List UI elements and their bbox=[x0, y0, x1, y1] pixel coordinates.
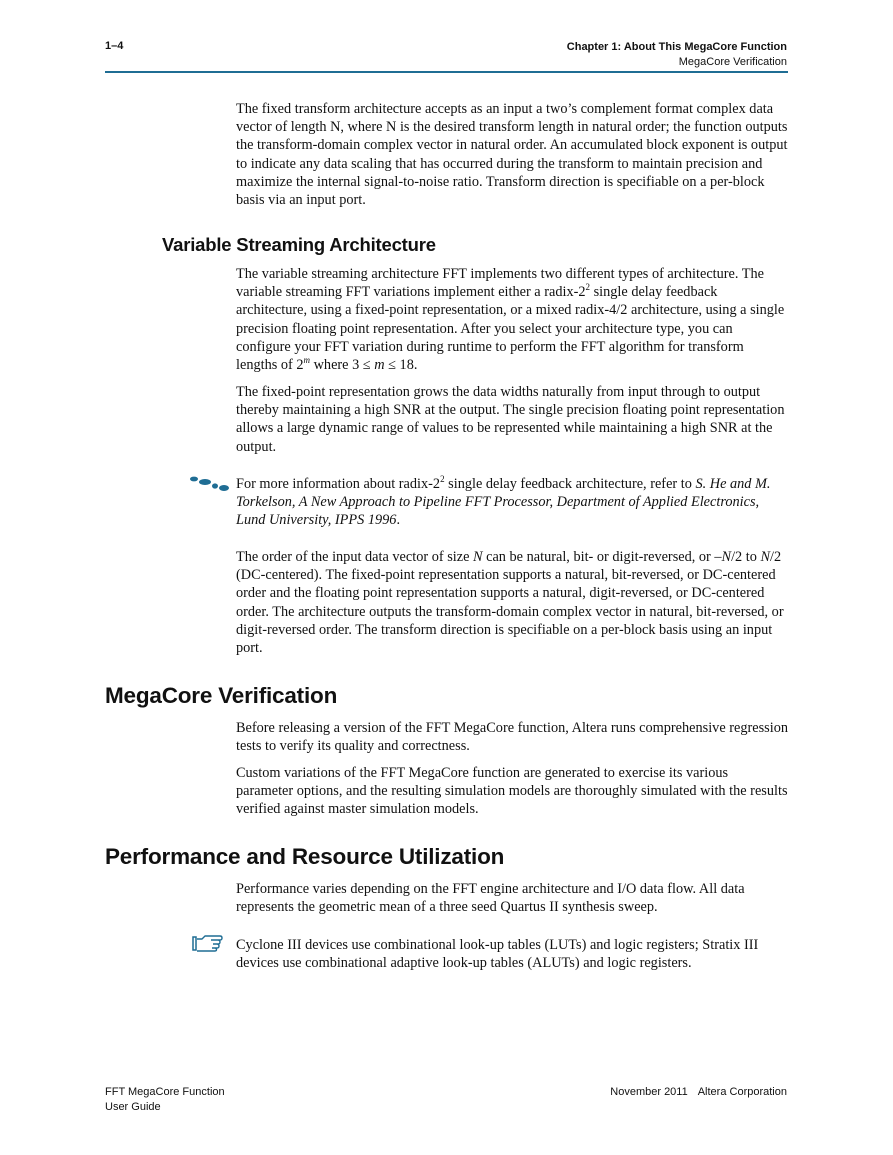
running-header bbox=[567, 40, 787, 70]
verification-p1-block bbox=[236, 719, 788, 755]
superscript: 2 bbox=[440, 474, 445, 485]
math-variable: N bbox=[760, 549, 771, 565]
reference-note-text bbox=[236, 475, 788, 530]
variable-streaming-p1-block bbox=[236, 265, 788, 374]
variable-streaming-p2-block bbox=[236, 383, 788, 456]
variable-streaming-heading: Variable Streaming Architecture bbox=[162, 234, 436, 255]
math-variable: N bbox=[721, 549, 732, 565]
footer-date: November 2011 bbox=[610, 1086, 688, 1098]
text-run: can be natural, bit- or digit-reversed, or – bbox=[482, 549, 722, 565]
verification-p2-block bbox=[236, 764, 788, 819]
superscript: 2 bbox=[585, 282, 591, 293]
reference-note bbox=[236, 475, 788, 530]
text-run: ≤ 18. bbox=[384, 357, 418, 374]
math-variable: N bbox=[473, 549, 483, 565]
performance-p1-block bbox=[236, 880, 788, 916]
superscript: m bbox=[303, 355, 311, 366]
text-run: single delay feedback architecture, using a fixed-point representation, or a mixed radix-4/2 architecture, using a single precision floating point representation. After you select your architecture type, you can configure your FFT variation during runtime to perform the FFT algorithm for transform lengths of 2 bbox=[236, 284, 785, 374]
citation: S. He and M. Torkelson, A New Approach to Pipeline FFT Processor, Department of Applied Electronics, Lund University, IPPS 1996 bbox=[236, 476, 771, 529]
variable-streaming-p3-block bbox=[236, 548, 788, 657]
verification-heading: MegaCore Verification bbox=[105, 683, 338, 708]
hand-note-text: Cyclone III devices use combinational look-up tables (LUTs) and logic registers; Stratix III devices use combinational adaptive look-up tables (ALUTs) and logic registers. bbox=[236, 937, 759, 972]
pointing-hand-icon bbox=[191, 934, 223, 952]
section-title: MegaCore Verification bbox=[678, 56, 787, 68]
intro-section bbox=[236, 100, 788, 209]
variable-streaming-paragraph-3 bbox=[236, 548, 788, 657]
text-run: The variable streaming architecture FFT implements two different types of architecture. The variable streaming FFT variations implement either a radix-2 bbox=[236, 266, 765, 301]
footer-company: Altera Corporation bbox=[697, 1086, 787, 1098]
text-run: /2 to bbox=[731, 549, 761, 565]
performance-heading: Performance and Resource Utilization bbox=[105, 844, 505, 869]
text-run: The order of the input data vector of size bbox=[236, 549, 473, 565]
page-number: 1–4 bbox=[105, 40, 124, 52]
footer-right bbox=[610, 1085, 787, 1100]
footer-document-title: FFT MegaCore Function bbox=[105, 1086, 225, 1098]
chapter-title: Chapter 1: About This MegaCore Function bbox=[566, 41, 787, 53]
variable-streaming-paragraph-1 bbox=[236, 265, 788, 374]
footer-left bbox=[105, 1085, 225, 1115]
hand-note bbox=[236, 936, 788, 972]
verification-paragraph-2: Custom variations of the FFT MegaCore function are generated to exercise its various parameter options, and the resulting simulation models are thoroughly simulated with the results verified against master simulation models. bbox=[236, 765, 788, 818]
text-run: For more information about radix-2 bbox=[236, 476, 441, 492]
text-run: /2 (DC-centered). The fixed-point representation supports a natural, bit-reversed, or DC-centered order and the floating point representation supports a natural, digit-reversed, or DC-centered order. The architecture outputs the transform-domain complex vector in natural, bit-reversed, or digit-reversed order. The transform direction is specifiable on a per-block basis using an input port. bbox=[236, 549, 784, 657]
variable-streaming-paragraph-2: The fixed-point representation grows the data widths naturally from input through to output thereby maintaining a high SNR at the output. The single precision floating point representation allows a large dynamic range of values to be represented while maintaining a high SNR at the output. bbox=[236, 384, 785, 455]
header-rule bbox=[105, 71, 788, 73]
math-variable: m bbox=[374, 357, 385, 374]
footprints-icon bbox=[188, 474, 230, 494]
footer-document-subtitle: User Guide bbox=[105, 1101, 161, 1113]
verification-paragraph-1: Before releasing a version of the FFT MegaCore function, Altera runs comprehensive regression tests to verify its quality and correctness. bbox=[236, 720, 788, 755]
text-run: . bbox=[396, 512, 401, 529]
text-run: single delay feedback architecture, refer to bbox=[444, 476, 696, 492]
text-run: where 3 ≤ bbox=[310, 357, 375, 374]
performance-paragraph-1: Performance varies depending on the FFT engine architecture and I/O data flow. All data represents the geometric mean of a three seed Quartus II synthesis sweep. bbox=[236, 881, 745, 916]
intro-paragraph: The fixed transform architecture accepts as an input a two’s complement format complex data vector of length N, where N is the desired transform length in natural order; the function outputs the transform-domain complex vector in natural order. An accumulated block exponent is output to indicate any data scaling that has occurred during the transform to maintain precision and maximize the internal signal-to-noise ratio. Transform direction is specifiable on a per-block basis via an input port. bbox=[236, 101, 788, 209]
